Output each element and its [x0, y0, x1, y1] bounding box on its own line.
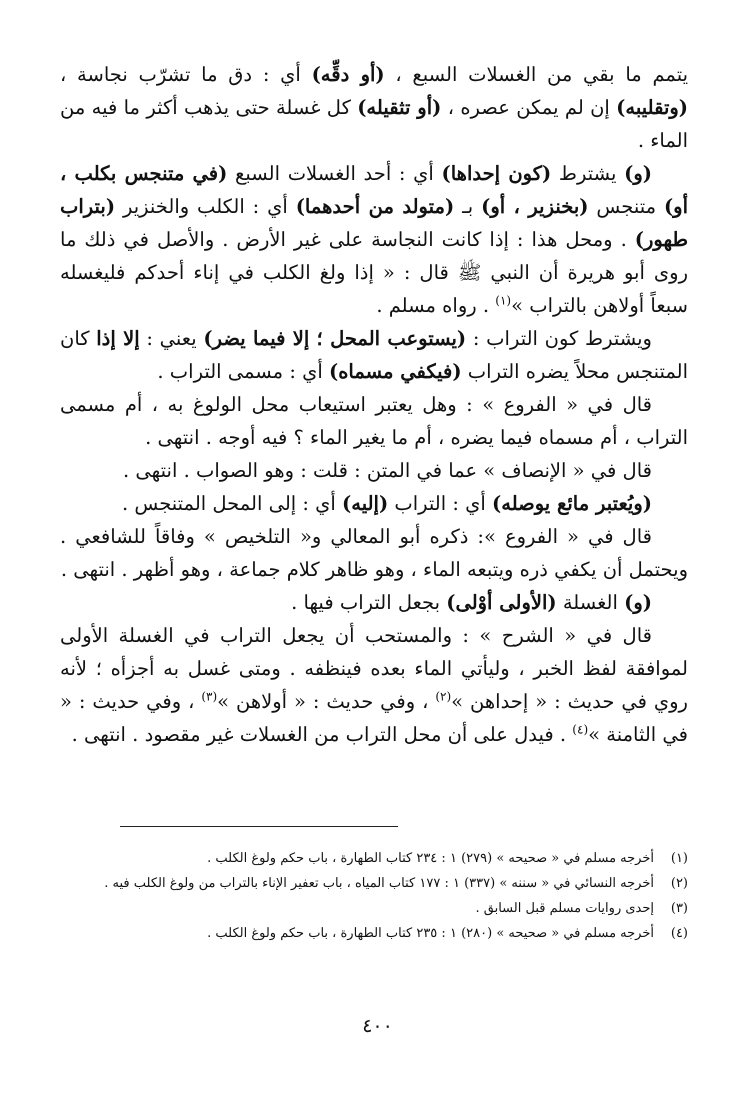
- matn-text: (أو دقِّه): [311, 63, 385, 86]
- paragraph: [60, 322, 688, 388]
- sharh-text: أي : أحد الغسلات السبع: [227, 162, 442, 185]
- sharh-text: كل غسلة حتى يذهب أكثر ما فيه من الماء .: [60, 96, 688, 152]
- sharh-text: قال في « الفروع » : وهل يعتبر استيعاب محل الولوغ به ، أم مسمى التراب ، أم مسماه فيما يضره ، أم ما يغير الماء ؟ فيه أوجه . انتهى .: [60, 393, 688, 449]
- sharh-text: أي : التراب: [388, 492, 493, 515]
- sharh-text: . فيدل على أن محل التراب من الغسلات غير مقصود . انتهى .: [71, 723, 573, 746]
- matn-text: (ويُعتبر مائع يوصله): [492, 492, 652, 515]
- matn-text: (إليه): [342, 492, 389, 515]
- matn-text: (الأولى أوْلى): [446, 591, 557, 614]
- sharh-text: بـ: [454, 195, 482, 218]
- footnote-reference[interactable]: (٢): [435, 689, 452, 704]
- paragraph: [60, 619, 688, 751]
- matn-text: إلا إذا: [96, 327, 140, 350]
- footnote-number: (١): [670, 851, 688, 866]
- paragraph: [60, 58, 688, 157]
- footnote-text: إحدى روايات مسلم قبل السابق .: [475, 901, 654, 916]
- sharh-text: . ومحل هذا : إذا كانت النجاسة على غير الأرض . والأصل في ذلك ما روى أبو هريرة أن النبي ﷺ قال : « إذا ولغ الكلب في إناء أحدكم فليغسله سبعاً أولاهن بالتراب »: [60, 228, 688, 317]
- sharh-text: قال في « الشرح » : والمستحب أن يجعل التراب في الغسلة الأولى لموافقة لفظ الخبر ، وليأتي الماء بعده فينظفه . ومتى غسل به أجزأه ؛ لأنه روي في حديث : « إحداهن »: [60, 624, 688, 713]
- footnote-number: (٣): [670, 901, 688, 916]
- sharh-text: أي : دق ما تشرّب نجاسة ،: [60, 63, 312, 86]
- sharh-text: . رواه مسلم .: [376, 294, 496, 317]
- footnote: [60, 896, 688, 921]
- footnote-reference[interactable]: (١): [495, 293, 512, 308]
- sharh-text: كان المتنجس محلاً يضره التراب: [60, 327, 688, 383]
- matn-text: (كون إحداها): [441, 162, 552, 185]
- footnote-number: (٢): [670, 876, 688, 891]
- matn-text: (في متنجس بكلب ، أو): [60, 162, 688, 218]
- main-text: [60, 58, 688, 751]
- paragraph: [60, 157, 688, 322]
- page-number: ٤٠٠: [362, 1015, 393, 1037]
- paragraph: [60, 454, 688, 487]
- matn-text: (يستوعب المحل ؛ إلا فيما يضر): [203, 327, 467, 350]
- footnote-text: أخرجه النسائي في « سننه » (٣٣٧) ١ : ١٧٧ كتاب المياه ، باب تعفير الإناء بالتراب من ولوغ الكلب فيه .: [104, 876, 654, 891]
- sharh-text: أي : الكلب والخنزير: [115, 195, 296, 218]
- matn-text: (متولد من أحدهما): [295, 195, 455, 218]
- footnote: [60, 846, 688, 871]
- footnote-text: أخرجه مسلم في « صحيحه » (٢٧٩) ١ : ٢٣٤ كتاب الطهارة ، باب حكم ولوغ الكلب .: [207, 851, 654, 866]
- sharh-text: أي : مسمى التراب .: [157, 360, 329, 383]
- footnote: [60, 921, 688, 946]
- sharh-text: بجعل التراب فيها .: [291, 591, 447, 614]
- paragraph: [60, 520, 688, 586]
- footnote-reference[interactable]: (٤): [572, 722, 589, 737]
- sharh-text: يعني :: [139, 327, 204, 350]
- matn-text: (بخنزير ، أو): [481, 195, 589, 218]
- sharh-text: قال في « الفروع »: ذكره أبو المعالي و« التلخيص » وفاقاً للشافعي . ويحتمل أن يكفي ذره ويتبعه الماء ، وهو ظاهر كلام جماعة ، وهو أظهر . انتهى .: [60, 525, 688, 581]
- matn-text: (بتراب طهور): [60, 195, 688, 251]
- sharh-text: ويشترط كون التراب :: [466, 327, 652, 350]
- paragraph: [60, 388, 688, 454]
- footnote: [60, 871, 688, 896]
- sharh-text: ، وفي حديث : « أولاهن »: [217, 690, 436, 713]
- sharh-text: إن لم يمكن عصره ،: [441, 96, 617, 119]
- paragraph: [60, 586, 688, 619]
- matn-text: (و): [624, 591, 652, 614]
- matn-text: (أو تثقيله): [357, 96, 442, 119]
- matn-text: (فيكفي مسماه): [328, 360, 462, 383]
- sharh-text: الغسلة: [556, 591, 625, 614]
- matn-text: (و): [624, 162, 652, 185]
- footnote-reference[interactable]: (٣): [201, 689, 218, 704]
- sharh-text: ، وفي حديث : « في الثامنة »: [60, 690, 688, 746]
- matn-text: (وتقليبه): [616, 96, 689, 119]
- sharh-text: قال في « الإنصاف » عما في المتن : قلت : وهو الصواب . انتهى .: [123, 459, 652, 482]
- sharh-text: أي : إلى المحل المتنجس .: [121, 492, 343, 515]
- footnote-divider: [120, 826, 398, 827]
- footnote-number: (٤): [670, 926, 688, 941]
- sharh-text: يشترط: [551, 162, 625, 185]
- paragraph: [60, 487, 688, 520]
- footnote-text: أخرجه مسلم في « صحيحه » (٢٨٠) ١ : ٢٣٥ كتاب الطهارة ، باب حكم ولوغ الكلب .: [207, 926, 654, 941]
- footnotes: [60, 846, 688, 946]
- sharh-text: متنجس: [588, 195, 664, 218]
- sharh-text: يتمم ما بقي من الغسلات السبع ،: [384, 63, 689, 86]
